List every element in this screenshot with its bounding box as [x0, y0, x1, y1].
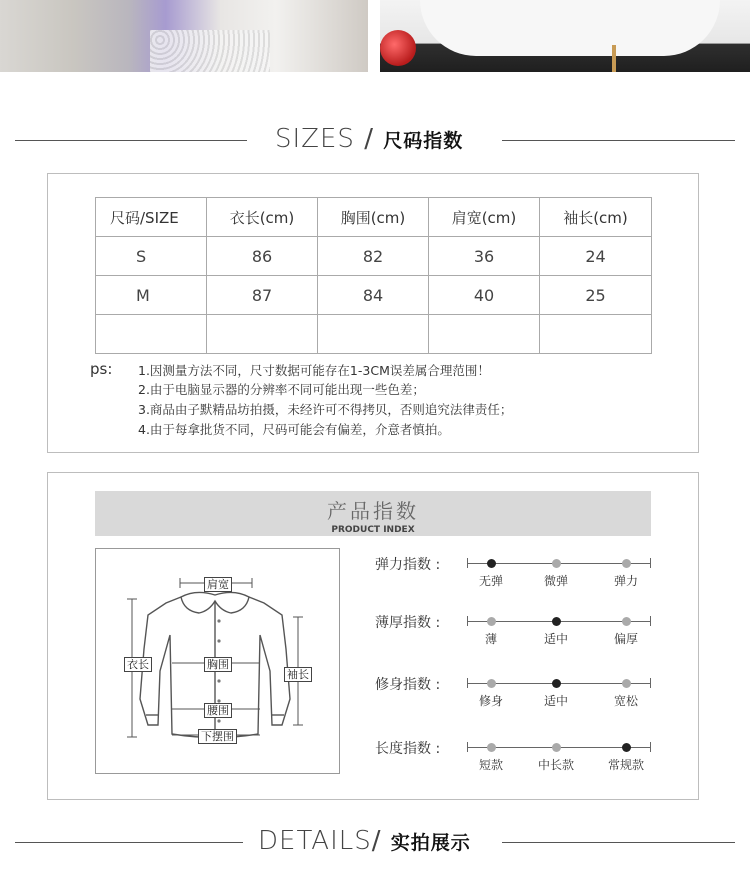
index-scale-tick	[650, 678, 651, 688]
divider-line	[502, 140, 735, 141]
index-label: 薄厚指数 :	[375, 615, 441, 631]
lace-cuff-detail	[150, 30, 270, 72]
divider-line	[502, 842, 735, 843]
table-cell: S	[96, 237, 207, 276]
index-option-label: 宽松	[613, 694, 638, 708]
index-option-label: 无弹	[478, 574, 503, 588]
table-row	[96, 276, 652, 315]
table-cell: 84	[318, 276, 429, 315]
index-option-label: 薄	[484, 632, 497, 646]
table-cell: 86	[207, 237, 318, 276]
table-cell: 24	[540, 237, 652, 276]
table-cell: 36	[429, 237, 540, 276]
product-index-title-zh: 产品指数	[327, 499, 419, 523]
note-item: 3.商品由子默精品坊拍摄，未经许可不得拷贝，否则追究法律责任；	[138, 402, 513, 417]
table-cell: 40	[429, 276, 540, 315]
sizes-title-en: SIZES	[275, 124, 355, 154]
table-cell	[318, 315, 429, 354]
table-cell: 87	[207, 276, 318, 315]
index-option-label: 微弹	[543, 574, 568, 588]
index-dot	[487, 743, 496, 752]
shoulder-label: 肩宽	[204, 577, 232, 592]
index-scale-tick	[467, 678, 468, 688]
divider-line	[15, 140, 247, 141]
details-title-zh: 实拍展示	[390, 832, 471, 854]
index-option-label: 适中	[543, 694, 568, 708]
length-label: 衣长	[124, 657, 152, 672]
table-cell	[207, 315, 318, 354]
index-dot-selected	[552, 679, 561, 688]
table-cell	[96, 315, 207, 354]
index-scale-tick	[650, 742, 651, 752]
index-label: 修身指数 :	[375, 677, 441, 693]
index-dot	[622, 617, 631, 626]
index-option-label: 修身	[478, 694, 503, 708]
table-cell: M	[96, 276, 207, 315]
index-scale-tick	[467, 558, 468, 568]
index-option-label: 偏厚	[613, 632, 638, 646]
note-item: 4.由于每拿批货不同，尺码可能会有偏差，介意者慎拍。	[138, 422, 450, 437]
table-row	[96, 237, 652, 276]
table-cell: 25	[540, 276, 652, 315]
index-label: 弹力指数 :	[375, 557, 441, 573]
index-label: 长度指数 :	[375, 741, 441, 757]
measurement-diagram	[95, 548, 340, 774]
chest-label: 胸围	[204, 657, 232, 672]
product-index-title-en: PRODUCT INDEX	[331, 525, 415, 535]
index-scale-tick	[467, 742, 468, 752]
table-cell	[540, 315, 652, 354]
index-option-label: 适中	[543, 632, 568, 646]
index-scale-tick	[650, 616, 651, 626]
index-dot	[622, 559, 631, 568]
sizes-title-zh: 尺码指数	[383, 130, 464, 152]
index-dot	[622, 679, 631, 688]
index-option-label: 常规款	[607, 758, 644, 772]
hem-label: 下摆围	[198, 729, 237, 744]
sleeve-header-cell: 袖长(cm)	[540, 198, 652, 237]
apple-prop	[380, 30, 416, 66]
details-section-title	[258, 826, 471, 856]
shirt-hem-detail	[420, 0, 720, 56]
index-dot-selected	[487, 559, 496, 568]
index-option-label: 弹力	[613, 574, 638, 588]
chest-header-cell: 胸围(cm)	[318, 198, 429, 237]
note-item: 2.由于电脑显示器的分辨率不同可能出现一些色差；	[138, 382, 425, 397]
index-dot	[487, 679, 496, 688]
divider-line	[15, 842, 243, 843]
note-item: 1.因测量方法不同，尺寸数据可能存在1-3CM误差属合理范围！	[138, 363, 490, 378]
pole-prop	[612, 45, 616, 72]
index-dot	[487, 617, 496, 626]
sleeve-label: 袖长	[284, 667, 312, 682]
size-header-cell: 尺码/SIZE	[96, 198, 207, 237]
index-option-label: 短款	[478, 758, 503, 772]
index-option-label: 中长款	[537, 758, 574, 772]
details-title-en: DETAILS	[258, 826, 372, 856]
index-dot	[552, 743, 561, 752]
index-dot	[552, 559, 561, 568]
table-cell: 82	[318, 237, 429, 276]
waist-label: 腰围	[204, 703, 232, 718]
sizes-section-title	[275, 124, 463, 154]
product-index-banner	[95, 491, 651, 536]
table-row	[96, 315, 652, 354]
shoulder-header-cell: 肩宽(cm)	[429, 198, 540, 237]
notes-prefix: ps:	[90, 360, 113, 378]
sizes-title-sep: /	[364, 124, 374, 154]
index-dot-selected	[622, 743, 631, 752]
index-scale-tick	[467, 616, 468, 626]
index-dot-selected	[552, 617, 561, 626]
index-scale-tick	[650, 558, 651, 568]
size-table-header-row	[96, 198, 652, 237]
table-cell	[429, 315, 540, 354]
size-table	[95, 197, 652, 354]
length-header-cell: 衣长(cm)	[207, 198, 318, 237]
details-title-sep: /	[371, 826, 382, 856]
